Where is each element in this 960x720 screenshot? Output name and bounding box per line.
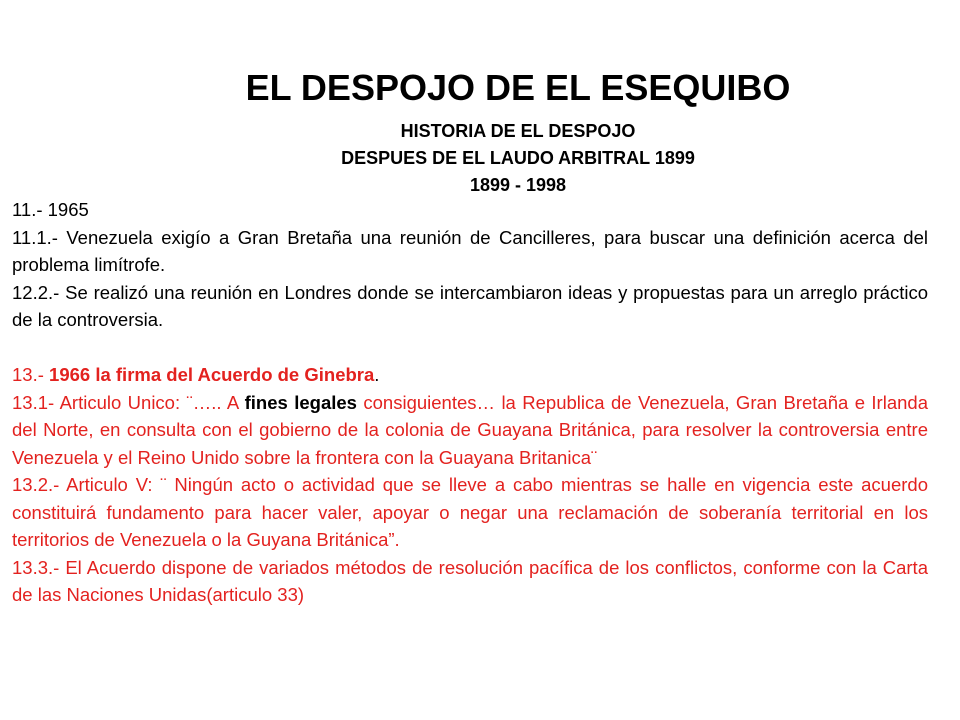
- subtitle-line-1: HISTORIA DE EL DESPOJO: [400, 121, 636, 141]
- paragraph-13-prefix: 13.-: [12, 364, 50, 385]
- paragraph-13-1-part2: consiguientes… la Republica de Venezuela, Gran Bretaña e Irlanda del Norte, en consulta con el gobierno de la colonia de Guayana Británica, para resolver la controversia entre Venezuela y el Reino Unido sobre la frontera con la Guayana Britanica¨: [12, 391, 928, 468]
- slide-title: EL DESPOJO DE EL ESEQUIBO: [245, 67, 791, 108]
- paragraph-13-1-part1: 13.1- Articulo Unico: ¨….. A: [12, 391, 245, 413]
- spacer: [12, 334, 928, 362]
- paragraph-13-1: [12, 389, 928, 472]
- paragraph-13-bold: 1966 la firma del Acuerdo de Ginebra: [49, 364, 375, 385]
- paragraph-13-3: 13.3.- El Acuerdo dispone de variados métodos de resolución pacífica de los conflictos, conforme con la Carta de las Naciones Unidas(articulo 33): [12, 556, 928, 605]
- paragraph-13-2: 13.2.- Articulo V: ¨ Ningún acto o actividad que se lleve a cabo mientras se halle en vigencia este acuerdo constituirá fundamento para hacer valer, apoyar o negar una reclamación de soberanía territorial en los territorios de Venezuela o la Guyana Británica”.: [12, 474, 928, 550]
- paragraph-13: [12, 361, 928, 389]
- paragraph-12-2: 12.2.- Se realizó una reunión en Londres donde se intercambiaron ideas y propuestas para un arreglo práctico de la controversia.: [12, 281, 928, 330]
- slide-subtitle: [0, 118, 960, 199]
- subtitle-line-2: DESPUES DE EL LAUDO ARBITRAL 1899: [341, 148, 695, 168]
- paragraph-13-suffix: .: [374, 364, 380, 385]
- paragraph-11: 11.- 1965: [12, 199, 89, 220]
- slide-body: [12, 196, 928, 609]
- paragraph-11-1: 11.1.- Venezuela exigío a Gran Bretaña una reunión de Cancilleres, para buscar una definición acerca del problema limítrofe.: [12, 226, 928, 275]
- paragraph-13-1-bold: fines legales: [244, 391, 357, 413]
- subtitle-line-3: 1899 - 1998: [469, 175, 567, 195]
